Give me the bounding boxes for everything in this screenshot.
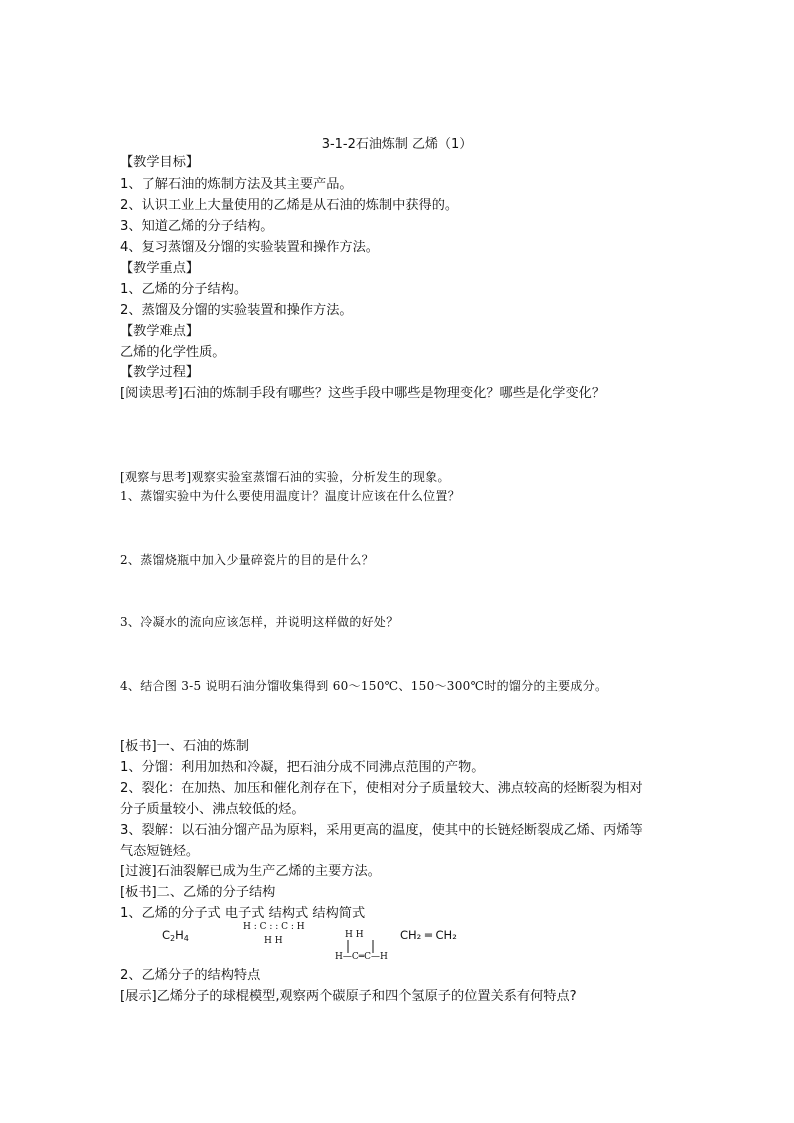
structure-formula-headings: 1、乙烯的分子式 电子式 结构式 结构简式: [120, 906, 366, 921]
board-heading-structure: [板书]二、乙烯的分子结构: [120, 885, 276, 900]
key-point-2: 2、蒸馏及分馏的实验装置和操作方法。: [120, 303, 353, 318]
observation-question-4: 4、结合图 3-5 说明石油分馏收集得到 60～150℃、150～300℃时的馏分的主要成分。: [120, 679, 608, 693]
section-heading-key-points: 【教学重点】: [120, 261, 200, 276]
refining-pyrolysis-1: 3、裂解：以石油分馏产品为原料，采用更高的温度，使其中的长链烃断裂成乙烯、丙烯等: [120, 823, 643, 838]
electron-formula-top: H : C : : C : H: [243, 922, 305, 932]
refining-cracking-1: 2、裂化：在加热、加压和催化剂存在下，使相对分子质量较大、沸点较高的烃断裂为相对: [120, 781, 643, 796]
molecular-formula: $C_2H_4$: [162, 928, 189, 943]
board-heading-refining: [板书]一、石油的炼制: [120, 739, 249, 754]
refining-cracking-2: 分子质量较小、沸点较低的烃。: [120, 802, 305, 817]
refining-pyrolysis-2: 气态短链烃。: [120, 844, 200, 859]
reading-question: [阅读思考]石油的炼制手段有哪些？这些手段中哪些是物理变化？哪些是化学变化？: [120, 386, 606, 401]
observation-question-3: 3、冷凝水的流向应该怎样，并说明这样做的好处？: [120, 615, 399, 629]
section-heading-process: 【教学过程】: [120, 365, 200, 380]
objective-1: 1、了解石油的炼制方法及其主要产品。: [120, 177, 353, 192]
electron-formula-bottom: H H: [264, 936, 283, 946]
structure-features-heading: 2、乙烯分子的结构特点: [120, 968, 261, 983]
document-title: 3-1-2石油炼制 乙烯（1）: [321, 137, 473, 152]
section-heading-objectives: 【教学目标】: [120, 155, 200, 170]
objective-2: 2、认识工业上大量使用的乙烯是从石油的炼制中获得的。: [120, 198, 459, 213]
observation-question-2: 2、蒸馏烧瓶中加入少量碎瓷片的目的是什么？: [120, 553, 374, 567]
structural-formula-chain: H—C═C—H: [335, 952, 388, 962]
objective-4: 4、复习蒸馏及分馏的实验装置和操作方法。: [120, 240, 379, 255]
model-display-question: [展示]乙烯分子的球棍模型,观察两个碳原子和四个氢原子的位置关系有何特点?: [120, 989, 577, 1004]
section-heading-difficulties: 【教学难点】: [120, 324, 200, 339]
observation-intro: [观察与思考]观察实验室蒸馏石油的实验，分析发生的现象。: [120, 470, 450, 484]
structural-formula-top: H H: [345, 930, 364, 940]
key-point-1: 1、乙烯的分子结构。: [120, 282, 248, 297]
transition-note: [过渡]石油裂解已成为生产乙烯的主要方法。: [120, 864, 381, 879]
simplified-formula: CH₂ ═ CH₂: [400, 928, 457, 942]
observation-question-1: 1、蒸馏实验中为什么要使用温度计？温度计应该在什么位置？: [120, 489, 461, 503]
difficulty-1: 乙烯的化学性质。: [120, 345, 226, 360]
refining-fractionation: 1、分馏：利用加热和冷凝，把石油分成不同沸点范围的产物。: [120, 760, 485, 775]
objective-3: 3、知道乙烯的分子结构。: [120, 219, 274, 234]
